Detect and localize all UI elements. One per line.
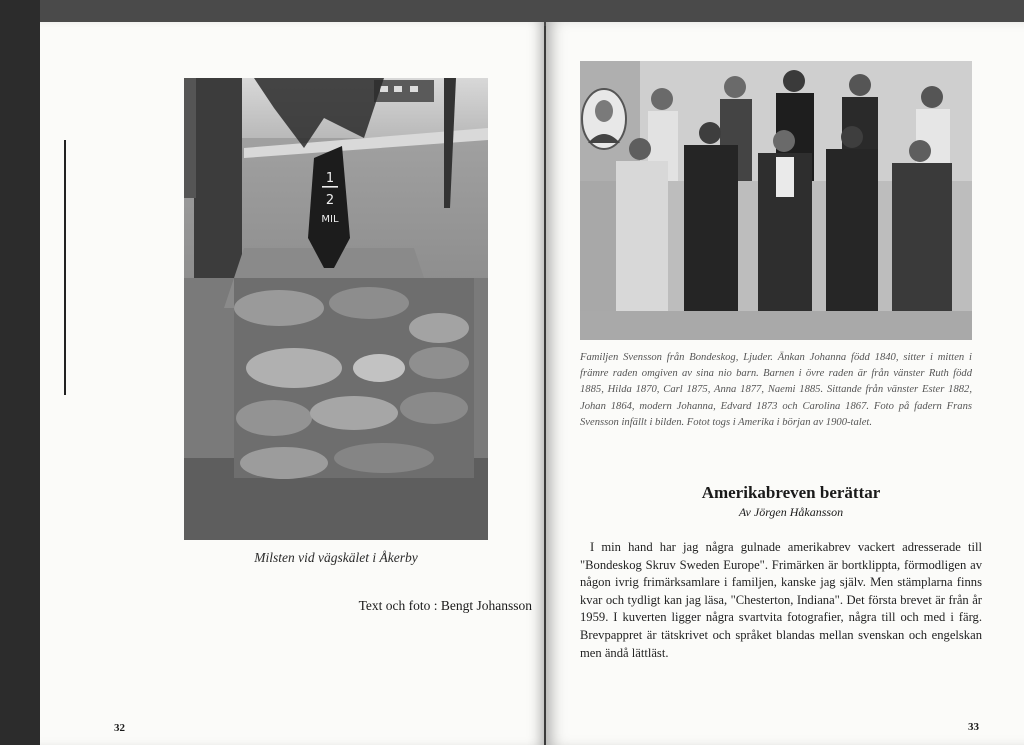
- photo-credit: Text och foto : Bengt Johansson: [358, 598, 532, 613]
- page-number: 33: [968, 721, 979, 733]
- stone-cairn: [234, 278, 474, 479]
- article-body: I min hand har jag några gulnade amerikabrev vackert adresserade till "Bondeskog Skruv Sweden Europe". Frimärken är bortklippta, förmodligen av någon ivrig frimärksamlare i familjen, kanske jag själv. Men stämplarna finns kvar och tydligt kan jag läsa, "Chesterton, Indiana". Det första brevet är från år 1959. I kuverten ligger några svartvita fotografier, några till och med i färg. Brevpappret är tätskrivet och språket blandas mellan svenskan och engelskan men ändå lättläst.: [580, 540, 982, 660]
- photo-caption: Familjen Svensson från Bondeskog, Ljuder. Änkan Johanna född 1840, sitter i mitten i främre raden omgiven av sina nio barn. Barnen i övre raden är från vänster Ruth född 1885, Hilda 1870, Carl 1875, Anna 1877, Naemi 1885. Sittande från vänster Ester 1882, Johan 1864, modern Johanna, Edvard 1873 och Carolina 1867. Foto på fadern Frans Svensson infällt i bilden. Fotot togs i Amerika i början av 1900-talet.: [580, 352, 972, 428]
- scan-edge: [0, 0, 40, 745]
- family-photo: [580, 61, 972, 340]
- photo-caption: Milsten vid vägskälet i Åkerby: [254, 550, 418, 565]
- milestone-photo: [184, 78, 488, 540]
- page-number: 32: [114, 722, 125, 734]
- milestone-inscription-1: 1: [325, 171, 335, 186]
- inset-portrait: [582, 89, 626, 149]
- article-title: Amerikabreven berättar: [701, 483, 881, 502]
- left-page: [40, 22, 544, 745]
- article-author: Av Jörgen Håkansson: [738, 505, 844, 519]
- milestone-inscription-2: 2: [325, 193, 335, 208]
- margin-rule: [64, 140, 66, 395]
- milestone-inscription-3: MIL: [321, 214, 339, 225]
- right-page: [546, 22, 1024, 745]
